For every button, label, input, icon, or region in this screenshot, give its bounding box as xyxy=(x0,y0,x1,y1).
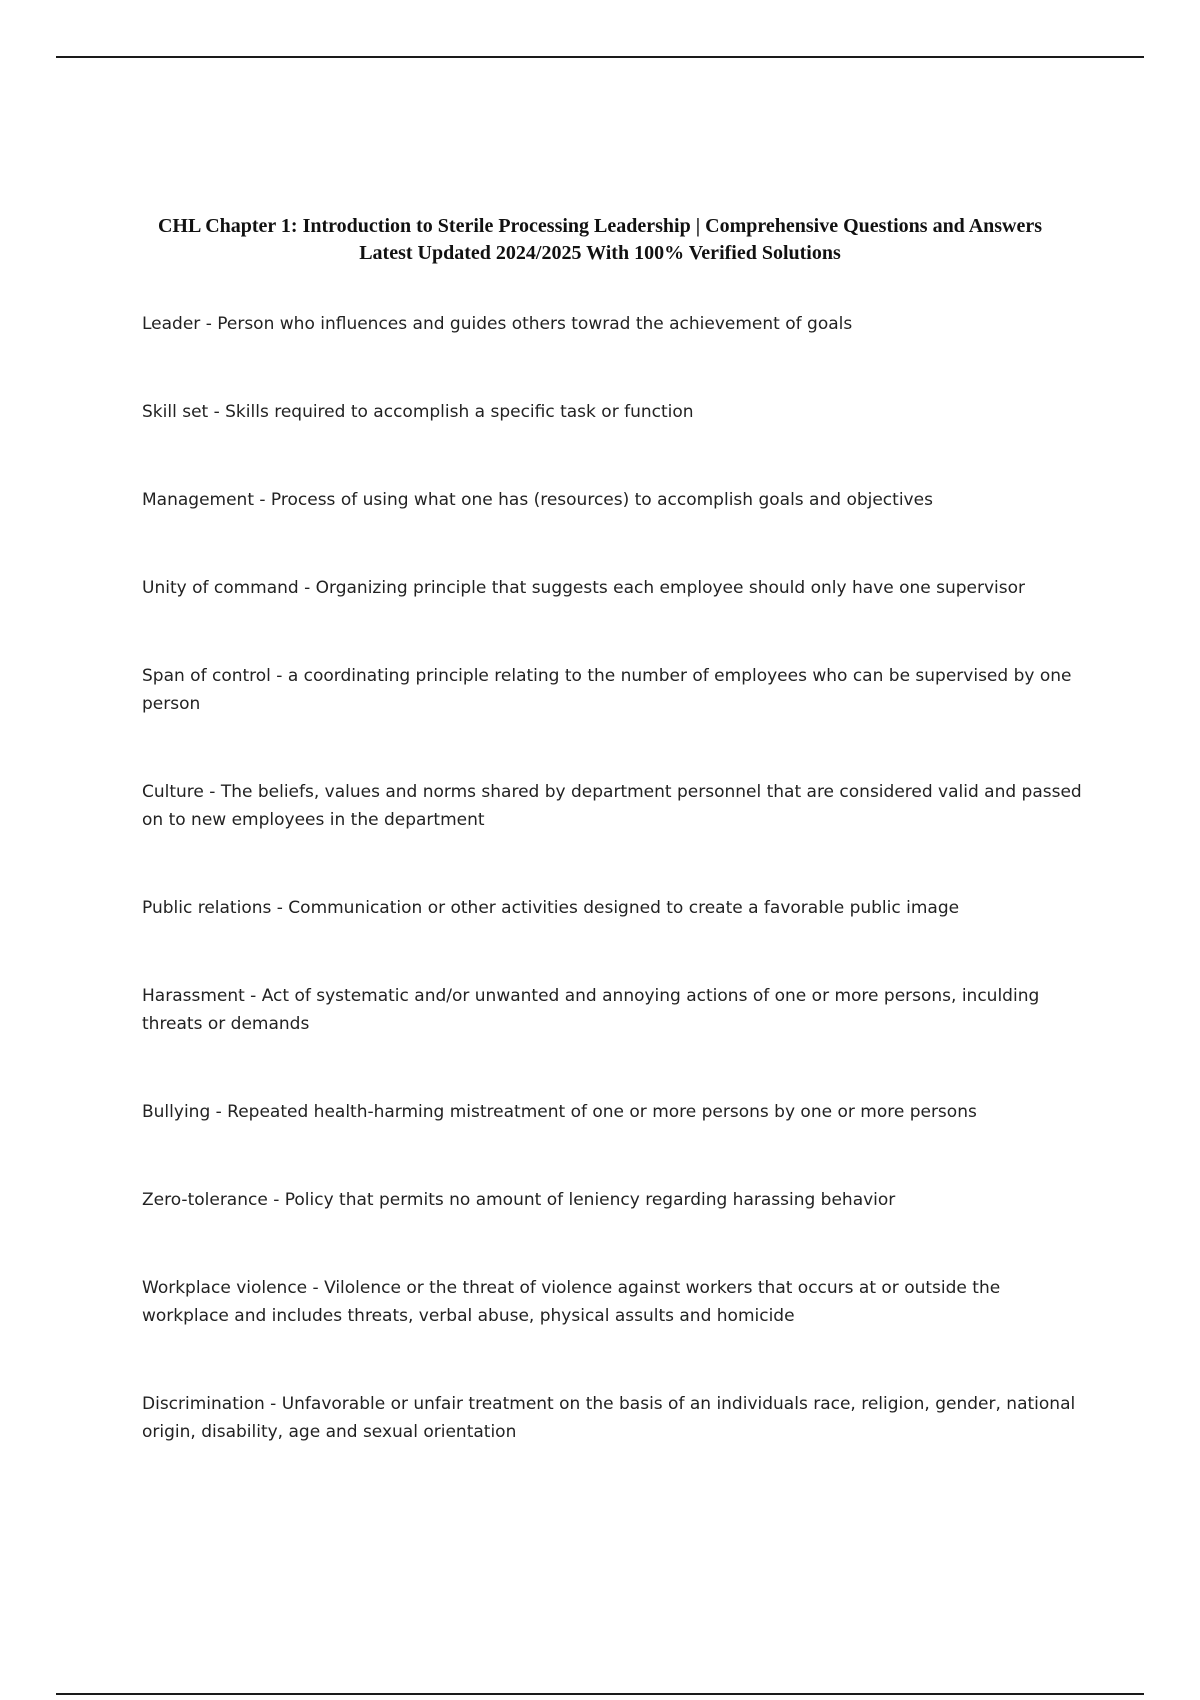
definition-entry-workplace-violence: Workplace violence - Vilolence or the threat of violence against workers that occurs at or outside the workplace and includes threats, verbal abuse, physical assults and homicide xyxy=(142,1278,1001,1326)
definition-entry-zero-tolerance: Zero-tolerance - Policy that permits no amount of leniency regarding harassing behavior xyxy=(142,1190,896,1210)
definition-entry-discrimination: Discrimination - Unfavorable or unfair treatment on the basis of an individuals race, religion, gender, national origin, disability, age and sexual orientation xyxy=(142,1394,1076,1442)
definition-entry-public-relations: Public relations - Communication or other activities designed to create a favorable public image xyxy=(142,898,960,918)
definition-entry-skill-set: Skill set - Skills required to accomplish a specific task or function xyxy=(142,402,694,422)
definition-list xyxy=(142,310,1082,1446)
definition-entry-management: Management - Process of using what one has (resources) to accomplish goals and objectives xyxy=(142,490,933,510)
definition-entry-span-of-control: Span of control - a coordinating principle relating to the number of employees who can be supervised by one person xyxy=(142,666,1072,714)
top-rule xyxy=(56,56,1144,58)
document-title: CHL Chapter 1: Introduction to Sterile Processing Leadership | Comprehensive Questions and Answers Latest Updated 2024/2025 With 100% Verified Solutions xyxy=(157,215,1043,264)
definition-entry-harassment: Harassment - Act of systematic and/or unwanted and annoying actions of one or more persons, inculding threats or demands xyxy=(142,986,1040,1034)
definition-entry-leader: Leader - Person who influences and guides others towrad the achievement of goals xyxy=(142,314,853,334)
bottom-rule xyxy=(56,1693,1144,1695)
definition-entry-culture: Culture - The beliefs, values and norms shared by department personnel that are considered valid and passed on to new employees in the department xyxy=(142,782,1082,830)
definition-entry-bullying: Bullying - Repeated health-harming mistreatment of one or more persons by one or more persons xyxy=(142,1102,977,1122)
definition-entry-unity-of-command: Unity of command - Organizing principle that suggests each employee should only have one supervisor xyxy=(142,578,1026,598)
